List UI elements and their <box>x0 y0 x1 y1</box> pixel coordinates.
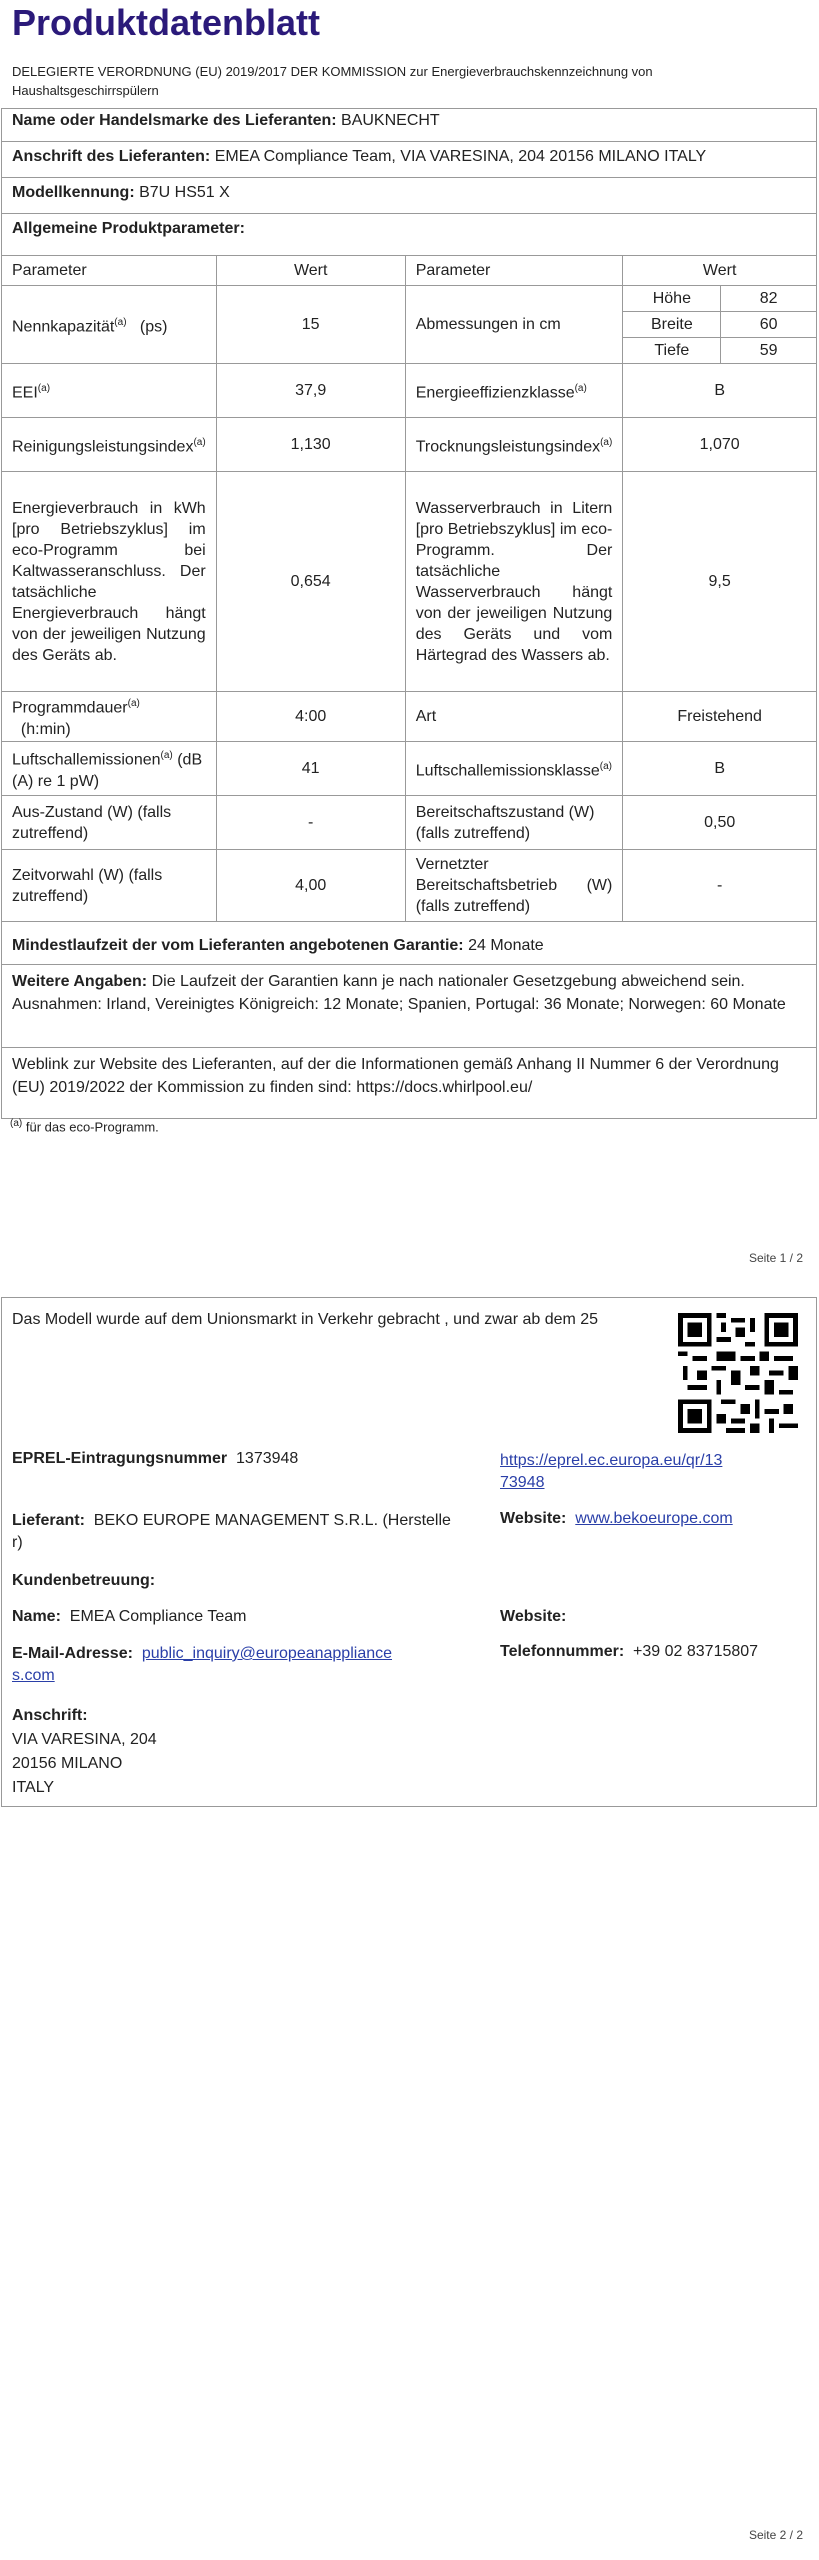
address-value: EMEA Compliance Team, VIA VARESINA, 204 20156 MILANO ITALY <box>214 148 707 165</box>
website2-label: Website: <box>500 1608 567 1625</box>
parameter-table <box>1 255 817 922</box>
address-line: VIA VARESINA, 204 <box>12 1731 157 1748</box>
program-duration-value: 4:00 <box>216 692 405 742</box>
height-label: Höhe <box>623 286 721 312</box>
contact-name-row <box>12 1608 246 1626</box>
type-value: Freistehend <box>623 692 817 742</box>
capacity-value: 15 <box>216 286 405 364</box>
header-parameter: Parameter <box>405 256 623 286</box>
noise-class-value: B <box>623 742 817 796</box>
header-parameter: Parameter <box>2 256 217 286</box>
email-label: E-Mail-Adresse: <box>12 1645 133 1662</box>
width-label: Breite <box>623 312 721 338</box>
supplier-value: BEKO EUROPE MANAGEMENT S.R.L. (Herstelle <box>93 1512 451 1529</box>
energy-consumption-label: Energieverbrauch in kWh [pro Betriebszyklus] im eco-Programm bei Kaltwasseranschluss. Der tatsächliche Energieverbrauch hängt von der jeweiligen Nutzung des Geräts ab. <box>2 472 217 692</box>
market-date-text: Das Modell wurde auf dem Unionsmarkt in Verkehr gebracht , und zwar ab dem 25 <box>12 1311 599 1328</box>
eprel-row <box>12 1450 298 1468</box>
phone-row <box>500 1643 758 1661</box>
further-value: Die Laufzeit der Garantien kann je nach nationaler Gesetzgebung abweichend sein. Ausnahmen: Irland, Vereinigtes Königreich: 12 Monate; Spanien, Portugal: 36 Monate; Norwegen: 60 Monate <box>12 973 786 1013</box>
cleaning-index-value: 1,130 <box>216 418 405 472</box>
table-row <box>2 472 817 692</box>
program-duration-label: Programmdauer$^{(a)}$ (h:min) <box>2 692 217 742</box>
header-value: Wert <box>623 256 817 286</box>
type-label: Art <box>405 692 623 742</box>
off-mode-label: Aus-Zustand (W) (falls zutreffend) <box>2 796 217 850</box>
model-row <box>12 184 230 202</box>
depth-value: 59 <box>721 338 817 364</box>
address-label: Anschrift des Lieferanten: <box>12 148 211 165</box>
phone-label: Telefonnummer: <box>500 1643 625 1660</box>
energy-class-value: B <box>623 364 817 418</box>
capacity-label: Nennkapazität$^{(a)}$ (ps) <box>2 286 217 364</box>
qr-code[interactable] <box>678 1313 798 1433</box>
customer-service-heading: Kundenbetreuung: <box>12 1572 156 1589</box>
supplier-label: Lieferant: <box>12 1512 85 1529</box>
energy-consumption-value: 0,654 <box>216 472 405 692</box>
email-link[interactable]: public_inquiry@europeanappliance <box>141 1645 393 1662</box>
table-row <box>2 796 817 850</box>
warranty-value: 24 Monate <box>468 937 544 954</box>
regulation-text: DELEGIERTE VERORDNUNG (EU) 2019/2017 DER KOMMISSION zur Energieverbrauchskennzeichnung von Haushaltsgeschirrspülern <box>12 64 653 98</box>
height-value: 82 <box>721 286 817 312</box>
weblink-row <box>12 1053 804 1099</box>
page-number: Seite 1 / 2 <box>748 1251 803 1265</box>
warranty-label: Mindestlaufzeit der vom Lieferanten angebotenen Garantie: <box>12 937 464 954</box>
table-row <box>2 742 817 796</box>
eprel-number: 1373948 <box>236 1450 299 1467</box>
weblink-url[interactable]: https://docs.whirlpool.eu/ <box>356 1079 533 1096</box>
page-number: Seite 2 / 2 <box>748 2528 803 2542</box>
water-consumption-value: 9,5 <box>623 472 817 692</box>
eprel-label: EPREL-Eintragungsnummer <box>12 1450 228 1467</box>
website-link[interactable]: www.bekoeurope.com <box>575 1510 733 1527</box>
address-row <box>12 148 706 166</box>
noise-value: 41 <box>216 742 405 796</box>
page-title: Produktdatenblatt <box>12 2 321 43</box>
model-value: B7U HS51 X <box>139 184 230 201</box>
eei-label: EEI$^{(a)}$ <box>2 364 217 418</box>
delay-start-value: 4,00 <box>216 850 405 922</box>
table-row <box>2 850 817 922</box>
eprel-link[interactable]: https://eprel.ec.europa.eu/qr/13 73948 <box>500 1452 723 1491</box>
supplier-row <box>12 112 440 130</box>
delay-start-label: Zeitvorwahl (W) (falls zutreffend) <box>2 850 217 922</box>
eei-value: 37,9 <box>216 364 405 418</box>
general-params-heading: Allgemeine Produktparameter: <box>12 220 245 237</box>
name-value: EMEA Compliance Team <box>69 1608 247 1625</box>
website2-row <box>500 1608 566 1626</box>
divider <box>1 177 817 178</box>
networked-standby-label: Vernetzter Bereitschaftsbetrieb (W) (falls zutreffend) <box>405 850 623 922</box>
table-row <box>2 364 817 418</box>
standby-value: 0,50 <box>623 796 817 850</box>
width-value: 60 <box>721 312 817 338</box>
footnote: $^{(a)}$ für das eco-Programm. <box>10 1118 159 1135</box>
drying-index-value: 1,070 <box>623 418 817 472</box>
divider <box>1 1047 817 1048</box>
further-label: Weitere Angaben: <box>12 973 148 990</box>
table-row <box>2 418 817 472</box>
energy-class-label: Energieeffizienzklasse$^{(a)}$ <box>405 364 623 418</box>
phone-value: +39 02 83715807 <box>633 1643 759 1660</box>
supplier-label: Name oder Handelsmarke des Lieferanten: <box>12 112 337 129</box>
standby-label: Bereitschaftszustand (W) (falls zutreffend) <box>405 796 623 850</box>
website-row <box>500 1510 733 1528</box>
email-row <box>12 1643 482 1687</box>
dimensions-label: Abmessungen in cm <box>405 286 623 364</box>
weblink-text: Weblink zur Website des Lieferanten, auf der die Informationen gemäß Anhang II Nummer 6 der Verordnung (EU) 2019/2022 der Kommission zu finden sind: <box>12 1056 779 1096</box>
supplier-value: BAUKNECHT <box>341 112 440 129</box>
postal-address <box>12 1704 157 1800</box>
further-info-row <box>12 970 804 1016</box>
header-value: Wert <box>216 256 405 286</box>
warranty-row <box>12 937 544 955</box>
cleaning-index-label: Reinigungsleistungsindex$^{(a)}$ <box>2 418 217 472</box>
water-consumption-label: Wasserverbrauch in Litern [pro Betriebszyklus] im eco-Programm. Der tatsächliche Wasserverbrauch hängt von der jeweiligen Nutzung des Geräts und vom Härtegrad des Wassers ab. <box>405 472 623 692</box>
name-label: Name: <box>12 1608 61 1625</box>
networked-standby-value: - <box>623 850 817 922</box>
divider <box>1 964 817 965</box>
drying-index-label: Trocknungsleistungsindex$^{(a)}$ <box>405 418 623 472</box>
noise-label: Luftschallemissionen$^{(a)}$ (dB (A) re 1 pW) <box>2 742 217 796</box>
address-line: 20156 MILANO <box>12 1755 123 1772</box>
address-label: Anschrift: <box>12 1707 88 1724</box>
supplier-value-cont: r) <box>12 1534 23 1551</box>
table-row <box>2 286 817 312</box>
model-label: Modellkennung: <box>12 184 135 201</box>
table-row <box>2 692 817 742</box>
email-link-cont[interactable]: s.com <box>12 1667 55 1684</box>
website-label: Website: <box>500 1510 567 1527</box>
table-header-row <box>2 256 817 286</box>
supplier-row <box>12 1510 482 1554</box>
divider <box>1 141 817 142</box>
noise-class-label: Luftschallemissionsklasse$^{(a)}$ <box>405 742 623 796</box>
divider <box>1 213 817 214</box>
depth-label: Tiefe <box>623 338 721 364</box>
off-mode-value: - <box>216 796 405 850</box>
address-line: ITALY <box>12 1779 55 1796</box>
